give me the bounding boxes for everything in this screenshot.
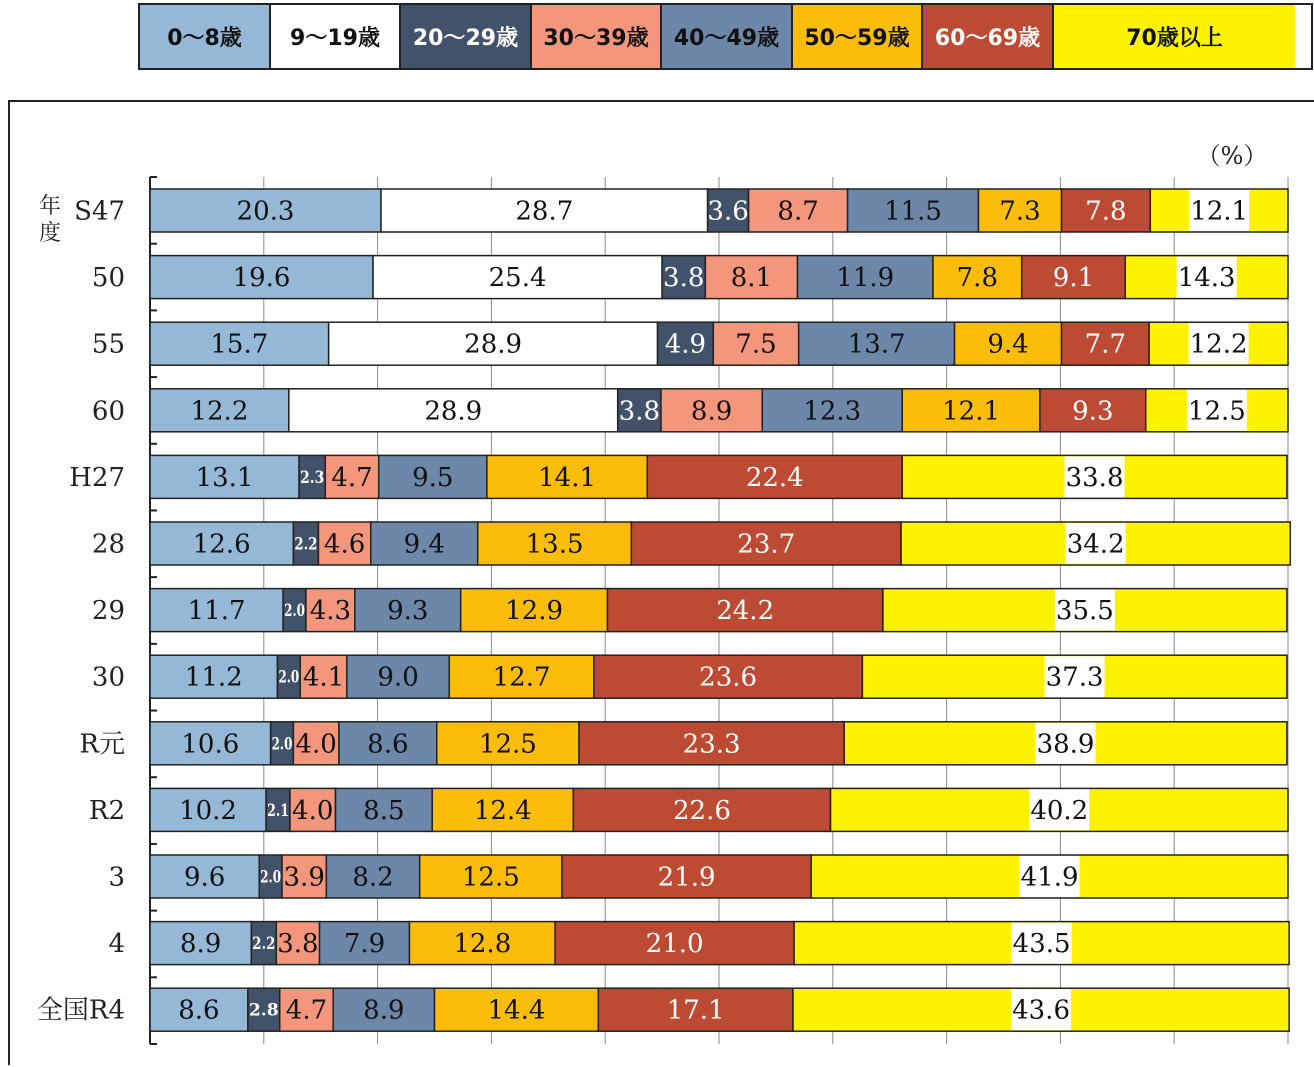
data-label: 4.3 — [309, 596, 352, 627]
category-label: 55 — [91, 329, 125, 360]
data-label: 12.5 — [478, 729, 537, 760]
data-label: 10.6 — [181, 729, 240, 760]
data-label: 23.6 — [699, 662, 758, 693]
data-label: 43.6 — [1012, 995, 1070, 1026]
data-label: 25.4 — [488, 263, 547, 294]
data-label: 37.3 — [1045, 662, 1104, 693]
category-label: S47 — [74, 196, 125, 227]
data-label: 35.5 — [1055, 596, 1114, 627]
legend-item: 40～49歳 — [662, 5, 793, 68]
data-label: 24.2 — [716, 596, 775, 627]
data-label: 17.1 — [666, 995, 725, 1026]
data-label: 8.2 — [352, 862, 394, 893]
data-label: 12.1 — [1190, 196, 1249, 227]
legend-item: 9～19歳 — [271, 5, 401, 68]
data-label: 40.2 — [1030, 795, 1089, 826]
data-label: 14.4 — [487, 995, 546, 1026]
data-label: 9.0 — [377, 662, 419, 693]
data-label: 19.6 — [232, 263, 291, 294]
legend-item: 0～8歳 — [140, 5, 271, 68]
data-label: 7.9 — [343, 929, 386, 960]
data-label: 41.9 — [1020, 862, 1079, 893]
data-label: 21.9 — [657, 862, 716, 893]
legend — [138, 3, 1313, 70]
stacked-bar-chart — [10, 102, 1314, 1067]
category-label: 50 — [91, 263, 125, 294]
data-label: 2.0 — [284, 601, 306, 622]
data-label: 14.3 — [1177, 263, 1236, 294]
data-label: 8.1 — [730, 263, 773, 294]
data-label: 2.2 — [294, 534, 318, 555]
data-label: 9.1 — [1052, 263, 1095, 294]
category-label: 全国R4 — [36, 995, 125, 1026]
data-label: 23.3 — [682, 729, 741, 760]
data-label: 7.5 — [735, 329, 777, 360]
data-label: 12.5 — [1187, 396, 1246, 427]
data-label: 28.9 — [464, 329, 523, 360]
data-label: 8.6 — [178, 995, 220, 1026]
data-label: 4.0 — [292, 795, 334, 826]
category-label: 28 — [91, 529, 125, 560]
category-label: 4 — [108, 929, 125, 960]
data-label: 23.7 — [737, 529, 796, 560]
data-label: 8.7 — [777, 196, 819, 227]
legend-item: 50～59歳 — [793, 5, 923, 68]
data-label: 9.4 — [403, 529, 445, 560]
data-label: 7.7 — [1084, 329, 1127, 360]
data-label: 4.1 — [302, 662, 345, 693]
data-label: 43.5 — [1012, 929, 1071, 960]
data-label: 4.7 — [285, 995, 328, 1026]
category-label: R2 — [88, 795, 125, 826]
data-label: 3.9 — [283, 862, 325, 893]
data-label: 12.8 — [453, 929, 512, 960]
data-label: 15.7 — [210, 329, 269, 360]
data-label: 12.2 — [190, 396, 249, 427]
data-label: 2.2 — [252, 934, 276, 955]
data-label: 38.9 — [1036, 729, 1095, 760]
data-label: 4.0 — [295, 729, 337, 760]
data-label: 9.3 — [1072, 396, 1114, 427]
data-label: 7.3 — [999, 196, 1041, 227]
category-label: R元 — [79, 729, 125, 760]
data-label: 2.1 — [267, 800, 289, 821]
data-label: 12.3 — [803, 396, 862, 427]
data-label: 12.6 — [192, 529, 251, 560]
data-label: 4.9 — [664, 329, 707, 360]
data-label: 2.8 — [248, 1000, 279, 1021]
data-label: 9.3 — [387, 596, 429, 627]
category-label: 3 — [108, 862, 125, 893]
category-label: 30 — [91, 662, 125, 693]
data-label: 12.7 — [492, 662, 551, 693]
data-label: 11.2 — [184, 662, 243, 693]
data-label: 8.9 — [690, 396, 733, 427]
year-label: 年 — [38, 194, 62, 219]
data-label: 12.2 — [1189, 329, 1248, 360]
data-label: 12.1 — [942, 396, 1001, 427]
data-label: 2.3 — [300, 467, 325, 488]
data-label: 34.2 — [1066, 529, 1125, 560]
legend-item: 70歳以上 — [1054, 5, 1295, 68]
data-label: 3.6 — [707, 196, 749, 227]
data-label: 12.9 — [505, 596, 564, 627]
category-label: H27 — [69, 462, 125, 493]
year-label: 度 — [38, 221, 62, 246]
legend-item: 20～29歳 — [401, 5, 532, 68]
data-label: 20.3 — [236, 196, 295, 227]
data-label: 9.4 — [987, 329, 1029, 360]
legend-item: 30～39歳 — [532, 5, 662, 68]
data-label: 11.5 — [884, 196, 942, 227]
data-label: 11.7 — [187, 596, 246, 627]
data-label: 3.8 — [663, 263, 705, 294]
data-label: 33.8 — [1065, 462, 1124, 493]
data-label: 22.4 — [745, 462, 804, 493]
data-label: 22.6 — [672, 795, 731, 826]
data-label: 8.9 — [363, 995, 405, 1026]
category-label: 60 — [91, 396, 125, 427]
legend-item: 60～69歳 — [923, 5, 1054, 68]
data-label: 4.7 — [331, 462, 373, 493]
data-label: 9.5 — [412, 462, 454, 493]
data-label: 13.7 — [847, 329, 906, 360]
data-label: 2.0 — [271, 734, 293, 755]
data-label: 21.0 — [645, 929, 704, 960]
data-label: 13.1 — [195, 462, 254, 493]
data-label: 4.6 — [323, 529, 366, 560]
data-label: 11.9 — [836, 263, 895, 294]
data-label: 2.0 — [278, 667, 300, 688]
data-label: 8.6 — [367, 729, 409, 760]
data-label: 9.6 — [183, 862, 226, 893]
data-label: 7.8 — [1085, 196, 1127, 227]
data-label: 3.8 — [277, 929, 319, 960]
data-label: 8.9 — [179, 929, 222, 960]
data-label: 28.7 — [515, 196, 574, 227]
data-label: 28.9 — [424, 396, 483, 427]
chart-frame — [8, 100, 1314, 1065]
data-label: 12.4 — [473, 795, 532, 826]
category-label: 29 — [91, 596, 125, 627]
data-label: 2.0 — [260, 867, 282, 888]
data-label: 8.5 — [363, 795, 405, 826]
data-label: 10.2 — [179, 795, 237, 826]
data-label: 12.5 — [461, 862, 520, 893]
data-label: 14.1 — [538, 462, 597, 493]
data-label: 3.8 — [618, 396, 661, 427]
data-label: 13.5 — [525, 529, 584, 560]
data-label: 7.8 — [956, 263, 999, 294]
unit-label: （%） — [1196, 142, 1268, 170]
